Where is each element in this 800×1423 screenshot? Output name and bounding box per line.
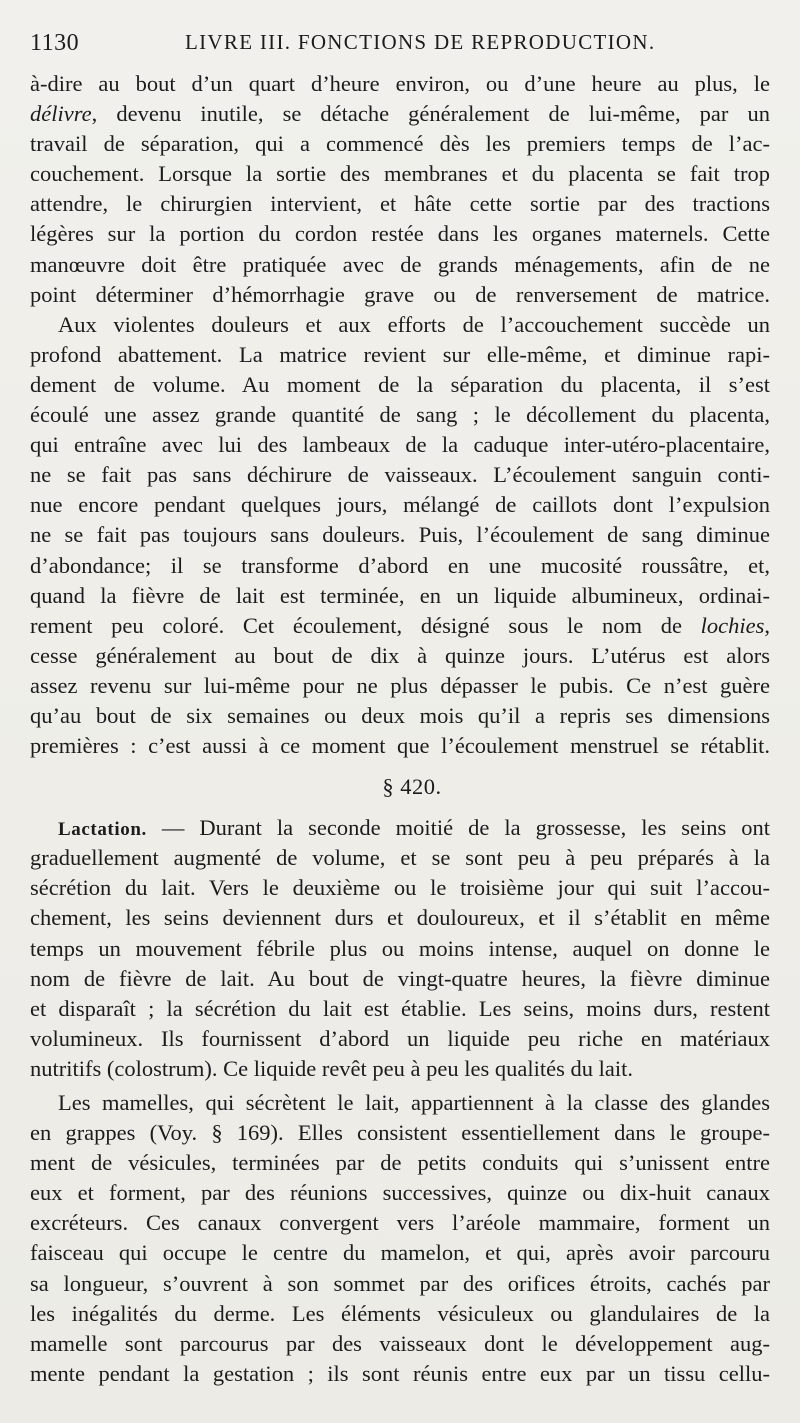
text-line: nutritifs (colostrum). Ce liquide revêt peu à peu les qualités du lait.	[30, 1055, 633, 1081]
text-line: volumineux. Ils fournissent d’abord un liquide peu riche en matériaux	[30, 1025, 770, 1051]
text-line: légères sur la portion du cordon restée dans les organes maternels. Cette	[30, 221, 770, 247]
paragraph	[30, 310, 770, 761]
text-line: point déterminer d’hémorrhagie grave ou de renversement de matrice.	[30, 281, 770, 307]
text-line: à-dire au bout d’un quart d’heure environ, ou d’une heure au plus, le	[30, 71, 770, 96]
page-body	[30, 69, 770, 1389]
text-line: nue encore pendant quelques jours, mélangé de caillots dont l’expulsion	[30, 492, 770, 518]
text-line: manœuvre doit être pratiquée avec de grands ménagements, afin de ne	[30, 251, 770, 277]
text-line: mamelle sont parcourus par des vaisseaux dont le développement aug-	[30, 1330, 770, 1356]
text-line: délivre, devenu inutile, se détache généralement de lui-même, par un	[30, 101, 770, 127]
text-line: qui entraîne avec lui des lambeaux de la caduque inter-utéro-placentaire,	[30, 432, 770, 458]
paragraph	[30, 1088, 770, 1389]
text-line: nom de fièvre de lait. Au bout de vingt-quatre heures, la fièvre diminue	[30, 965, 770, 991]
text-line: rement peu coloré. Cet écoulement, désigné sous le nom de lochies,	[30, 612, 770, 638]
text-line: Aux violentes douleurs et aux efforts de l’accouchement succède un	[58, 311, 770, 337]
text-line: graduellement augmenté de volume, et se sont peu à peu préparés à la	[30, 845, 770, 871]
text-line: dement de volume. Au moment de la séparation du placenta, il s’est	[30, 371, 770, 397]
text-line: profond abattement. La matrice revient sur elle-même, et diminue rapi-	[30, 341, 770, 367]
text-line: temps un mouvement fébrile plus ou moins intense, auquel on donne le	[30, 935, 770, 961]
text-line: faisceau qui occupe le centre du mamelon, et qui, après avoir parcouru	[30, 1240, 770, 1266]
text-line: assez revenu sur lui-même pour ne plus dépasser le pubis. Ce n’est guère	[30, 672, 770, 698]
text-line: Les mamelles, qui sécrètent le lait, appartiennent à la classe des glandes	[58, 1090, 770, 1115]
text-line: qu’au bout de six semaines ou deux mois qu’il a repris ses dimensions	[30, 702, 770, 728]
text-line: ne se fait pas toujours sans douleurs. Puis, l’écoulement de sang diminue	[30, 522, 770, 548]
text-line: premières : c’est aussi à ce moment que l’écoulement menstruel se rétablit.	[30, 733, 770, 759]
section-number: § 420.	[382, 774, 442, 800]
text-line: ment de vésicules, terminées par de petits conduits qui s’unissent entre	[30, 1150, 770, 1176]
text-line: écoulé une assez grande quantité de sang ; le décollement du placenta,	[30, 402, 770, 428]
text-line: d’abondance; il se transforme d’abord en une mucosité roussâtre, et,	[30, 552, 770, 578]
paragraph	[30, 813, 770, 1084]
text-line: les inégalités du derme. Les éléments vésiculeux ou glandulaires de la	[30, 1300, 770, 1326]
running-head: LIVRE III. FONCTIONS DE REPRODUCTION.	[185, 30, 656, 54]
text-line: et disparaît ; la sécrétion du lait est établie. Les seins, moins durs, restent	[30, 995, 770, 1021]
page-number: 1130	[30, 30, 80, 56]
text-line: eux et forment, par des réunions successives, quinze ou dix-huit canaux	[30, 1180, 770, 1206]
run-in-title: Lactation.	[58, 819, 147, 841]
text-line: quand la fièvre de lait est terminée, en un liquide albumineux, ordinai-	[30, 582, 770, 608]
text-line: couchement. Lorsque la sortie des membranes et du placenta se fait trop	[30, 161, 770, 187]
text-line: attendre, le chirurgien intervient, et hâte cette sortie par des tractions	[30, 191, 770, 217]
text-line: travail de séparation, qui a commencé dès les premiers temps de l’ac-	[30, 131, 770, 157]
text-line: chement, les seins deviennent durs et douloureux, et il s’établit en même	[30, 905, 770, 931]
text-line: sa longueur, s’ouvrent à son sommet par des orifices étroits, cachés par	[30, 1270, 770, 1296]
text-line: excréteurs. Ces canaux convergent vers l’aréole mammaire, forment un	[30, 1210, 770, 1236]
paragraph	[30, 69, 770, 310]
text-line: ne se fait pas sans déchirure de vaisseaux. L’écoulement sanguin conti-	[30, 462, 770, 488]
text-fragment: — Durant la seconde moitié de la grossesse, les seins ont	[161, 815, 770, 841]
page-header	[30, 30, 770, 64]
section-heading	[30, 761, 770, 813]
text-line: cesse généralement au bout de dix à quinze jours. L’utérus est alors	[30, 642, 770, 668]
text-line: mente pendant la gestation ; ils sont réunis entre eux par un tissu cellu-	[30, 1360, 770, 1386]
text-line: sécrétion du lait. Vers le deuxième ou le troisième jour qui suit l’accou-	[30, 875, 770, 901]
text-line: en grappes (Voy. § 169). Elles consistent essentiellement dans le groupe-	[30, 1120, 770, 1146]
text-line	[30, 813, 770, 843]
